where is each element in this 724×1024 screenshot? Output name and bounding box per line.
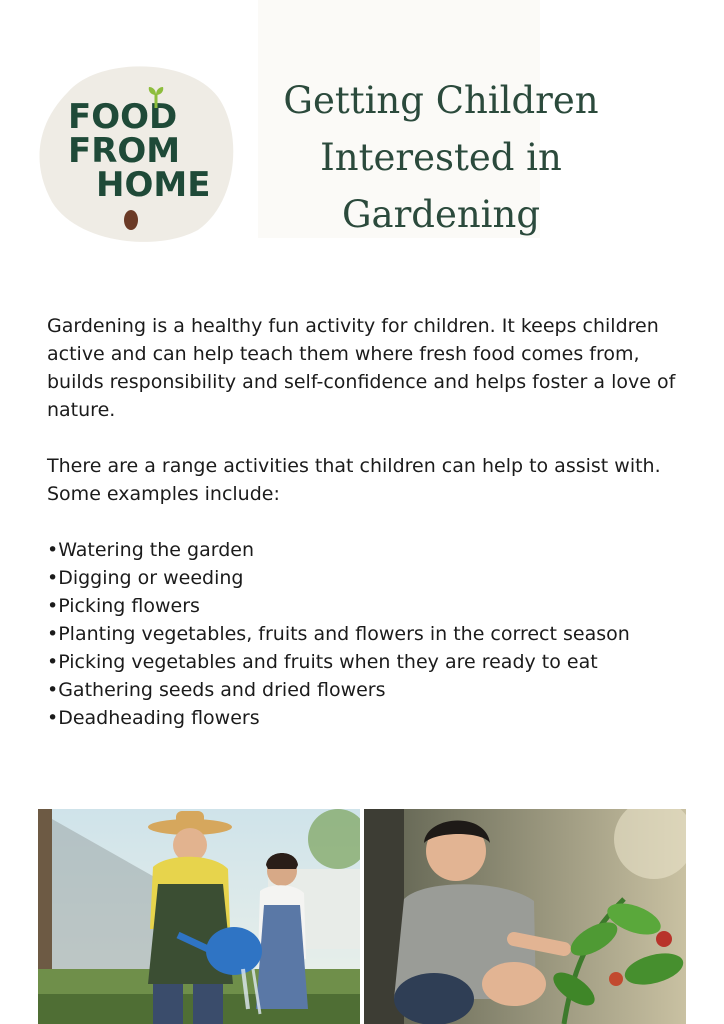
activity-list <box>47 536 687 732</box>
logo-line-1: FOOD <box>68 97 178 137</box>
food-from-home-logo <box>38 62 236 242</box>
title-line-2: Interested in <box>320 136 562 179</box>
list-item: •Digging or weeding <box>47 567 244 589</box>
article-body <box>47 312 687 732</box>
photo-strip <box>38 809 686 1024</box>
logo-wordmark <box>68 97 211 205</box>
list-item: •Picking vegetables and fruits when they are ready to eat <box>47 651 598 673</box>
list-item: •Deadheading flowers <box>47 707 260 729</box>
list-item: •Watering the garden <box>47 539 254 561</box>
boy-picking-vegetables-photo <box>364 809 686 1024</box>
list-item: •Planting vegetables, fruits and flowers in the correct season <box>47 623 630 645</box>
title-line-1: Getting Children <box>283 79 599 122</box>
page-title <box>258 72 624 243</box>
logo-line-3: HOME <box>96 165 211 205</box>
sprout-icon <box>146 86 166 108</box>
title-line-3: Gardening <box>341 193 541 236</box>
lead-paragraph: There are a range activities that children can help to assist with. Some examples include: <box>47 455 661 505</box>
intro-paragraph: Gardening is a healthy fun activity for children. It keeps children active and can help teach them where fresh food comes from, builds responsibility and self-confidence and helps foster a love of nature. <box>47 315 676 421</box>
logo-line-2: FROM <box>68 131 181 171</box>
list-item: •Gathering seeds and dried flowers <box>47 679 386 701</box>
seed-icon <box>123 208 139 230</box>
woman-and-girl-watering-photo <box>38 809 360 1024</box>
list-item: •Picking flowers <box>47 595 200 617</box>
